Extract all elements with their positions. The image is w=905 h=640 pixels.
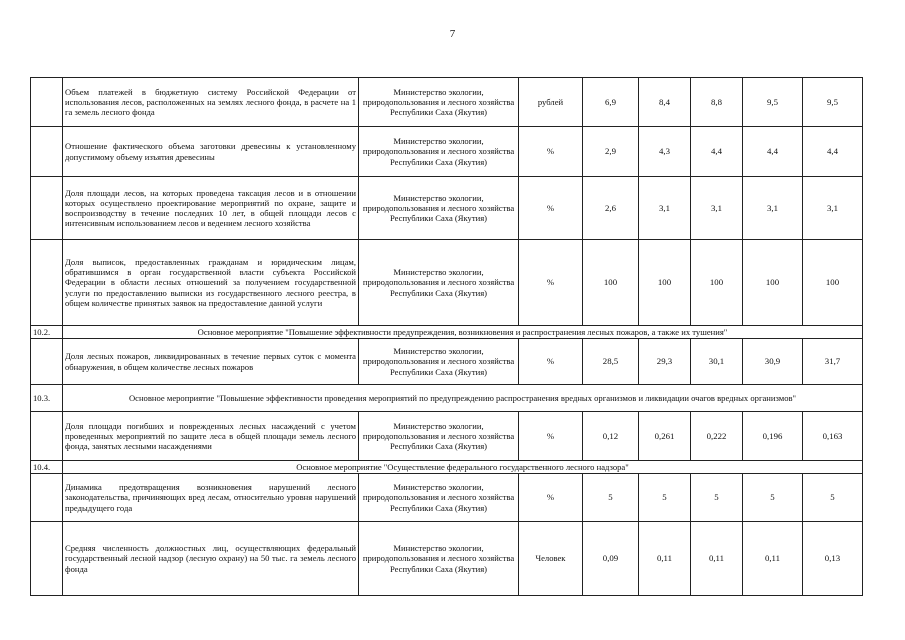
- value: 5: [691, 474, 743, 522]
- section-row: [31, 461, 863, 474]
- value: 5: [743, 474, 803, 522]
- value: 9,5: [803, 78, 863, 127]
- indicator-name: Доля выписок, предоставленных гражданам и юридическим лицам, обратившимся в орган государственной власти субъекта Российской Федерации в области лесных отношений за получением государственной услуги по предоставлению выписки из государственного лесного реестра, в общем количестве принятых заявок на предоставление данной услуги: [63, 240, 359, 326]
- unit: %: [519, 127, 583, 177]
- page-number: 7: [449, 28, 456, 40]
- table-row: [31, 78, 863, 127]
- value: 100: [583, 240, 639, 326]
- value: 5: [803, 474, 863, 522]
- value: 28,5: [583, 339, 639, 385]
- table-row: [31, 127, 863, 177]
- value: 4,4: [743, 127, 803, 177]
- value: 6,9: [583, 78, 639, 127]
- section-title: Основное мероприятие "Осуществление федерального государственного лесного надзора": [63, 461, 863, 474]
- row-code: [31, 522, 63, 596]
- unit: %: [519, 339, 583, 385]
- section-code: 10.3.: [31, 385, 63, 412]
- row-code: [31, 474, 63, 522]
- value: 0,12: [583, 412, 639, 461]
- section-code: 10.2.: [31, 326, 63, 339]
- table-row: [31, 240, 863, 326]
- value: 100: [803, 240, 863, 326]
- value: 5: [583, 474, 639, 522]
- responsible-org: Министерство экологии, природопользования и лесного хозяйства Республики Саха (Якутия): [359, 339, 519, 385]
- indicator-name: Доля лесных пожаров, ликвидированных в течение первых суток с момента обнаружения, в общем количестве лесных пожаров: [63, 339, 359, 385]
- indicator-name: Динамика предотвращения возникновения нарушений лесного законодательства, причиняющих вред лесам, относительно уровня нарушений предыдущего года: [63, 474, 359, 522]
- indicators-table: [30, 77, 863, 596]
- section-title: Основное мероприятие "Повышение эффективности проведения мероприятий по предупреждению распространения вредных организмов и ликвидации очагов вредных организмов": [63, 385, 863, 412]
- indicator-name: Отношение фактического объема заготовки древесины к установленному допустимому объему изъятия древесины: [63, 127, 359, 177]
- unit: %: [519, 412, 583, 461]
- value: 100: [743, 240, 803, 326]
- value: 2,6: [583, 177, 639, 240]
- responsible-org: Министерство экологии, природопользования и лесного хозяйства Республики Саха (Якутия): [359, 412, 519, 461]
- value: 5: [639, 474, 691, 522]
- table-row: [31, 339, 863, 385]
- row-code: [31, 240, 63, 326]
- value: 3,1: [743, 177, 803, 240]
- value: 3,1: [691, 177, 743, 240]
- responsible-org: Министерство экологии, природопользования и лесного хозяйства Республики Саха (Якутия): [359, 522, 519, 596]
- table-row: [31, 522, 863, 596]
- value: 0,11: [743, 522, 803, 596]
- value: 8,4: [639, 78, 691, 127]
- responsible-org: Министерство экологии, природопользования и лесного хозяйства Республики Саха (Якутия): [359, 127, 519, 177]
- value: 30,1: [691, 339, 743, 385]
- value: 30,9: [743, 339, 803, 385]
- responsible-org: Министерство экологии, природопользования и лесного хозяйства Республики Саха (Якутия): [359, 240, 519, 326]
- unit: %: [519, 240, 583, 326]
- value: 0,261: [639, 412, 691, 461]
- section-row: [31, 385, 863, 412]
- indicator-name: Средняя численность должностных лиц, осуществляющих федеральный государственный лесной надзор (лесную охрану) на 50 тыс. га земель лесного фонда: [63, 522, 359, 596]
- value: 4,3: [639, 127, 691, 177]
- section-title: Основное мероприятие "Повышение эффективности предупреждения, возникновения и распространения лесных пожаров, а также их тушения": [63, 326, 863, 339]
- row-code: [31, 177, 63, 240]
- table-row: [31, 474, 863, 522]
- table-row: [31, 412, 863, 461]
- responsible-org: Министерство экологии, природопользования и лесного хозяйства Республики Саха (Якутия): [359, 78, 519, 127]
- row-code: [31, 339, 63, 385]
- value: 3,1: [803, 177, 863, 240]
- value: 0,222: [691, 412, 743, 461]
- value: 0,11: [691, 522, 743, 596]
- value: 9,5: [743, 78, 803, 127]
- unit: рублей: [519, 78, 583, 127]
- value: 4,4: [691, 127, 743, 177]
- row-code: [31, 78, 63, 127]
- value: 29,3: [639, 339, 691, 385]
- value: 8,8: [691, 78, 743, 127]
- value: 0,11: [639, 522, 691, 596]
- unit: Человек: [519, 522, 583, 596]
- value: 0,163: [803, 412, 863, 461]
- value: 4,4: [803, 127, 863, 177]
- table-row: [31, 177, 863, 240]
- indicator-name: Доля площади лесов, на которых проведена таксация лесов и в отношении которых осуществлено проектирование мероприятий по охране, защите и воспроизводству в течение последних 10 лет, в общей площади лесов с интенсивным использованием лесов и ведением лесного хозяйства: [63, 177, 359, 240]
- section-row: [31, 326, 863, 339]
- value: 0,196: [743, 412, 803, 461]
- row-code: [31, 412, 63, 461]
- unit: %: [519, 177, 583, 240]
- value: 0,09: [583, 522, 639, 596]
- row-code: [31, 127, 63, 177]
- indicator-name: Объем платежей в бюджетную систему Российской Федерации от использования лесов, расположенных на землях лесного фонда, в расчете на 1 га земель лесного фонда: [63, 78, 359, 127]
- responsible-org: Министерство экологии, природопользования и лесного хозяйства Республики Саха (Якутия): [359, 177, 519, 240]
- indicator-name: Доля площади погибших и поврежденных лесных насаждений с учетом проведенных мероприятий по защите леса в общей площади земель лесного фонда, занятых лесными насаждениями: [63, 412, 359, 461]
- value: 31,7: [803, 339, 863, 385]
- value: 3,1: [639, 177, 691, 240]
- unit: %: [519, 474, 583, 522]
- value: 100: [639, 240, 691, 326]
- value: 0,13: [803, 522, 863, 596]
- value: 2,9: [583, 127, 639, 177]
- responsible-org: Министерство экологии, природопользования и лесного хозяйства Республики Саха (Якутия): [359, 474, 519, 522]
- value: 100: [691, 240, 743, 326]
- section-code: 10.4.: [31, 461, 63, 474]
